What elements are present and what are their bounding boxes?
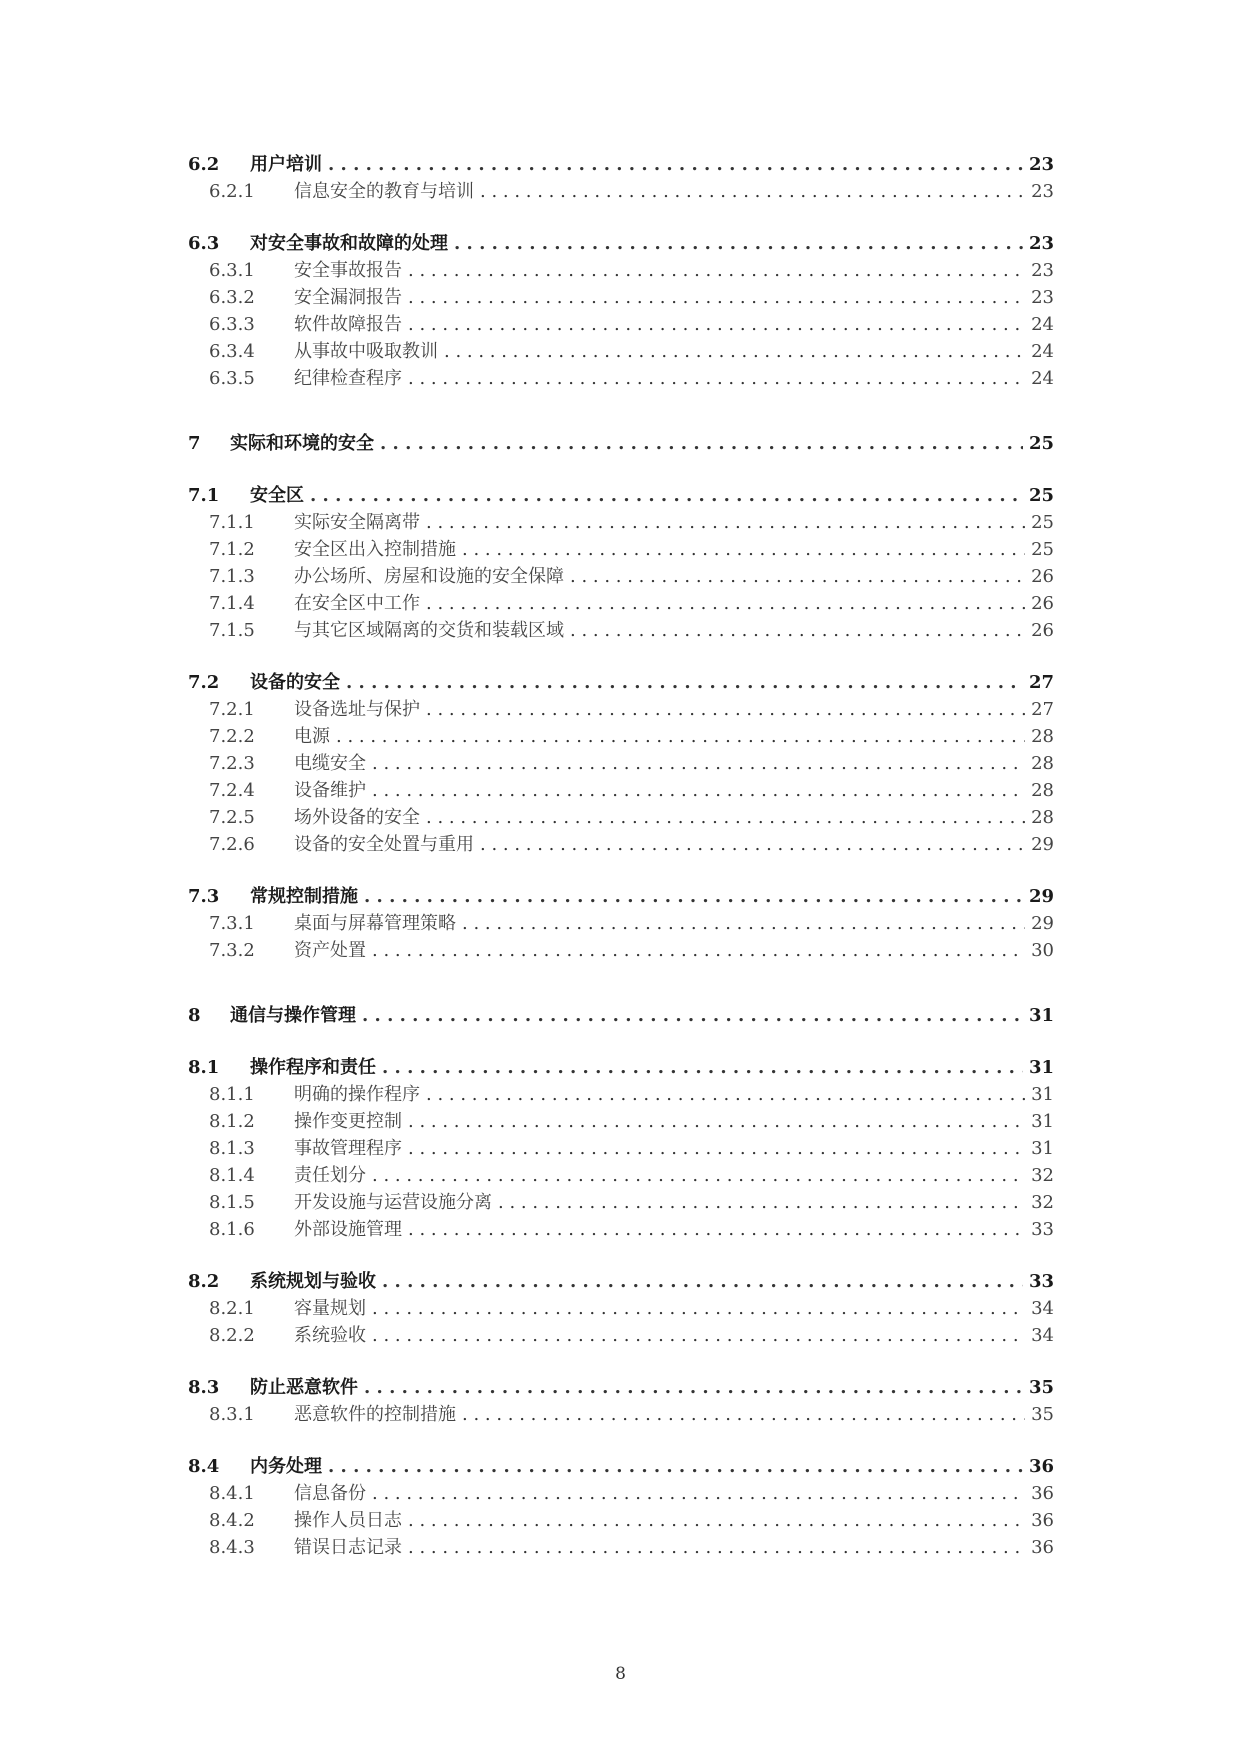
toc-entry-page: 23 (1028, 154, 1054, 175)
toc-leader-dots (382, 1268, 1023, 1295)
toc-leader-dots (426, 696, 1025, 723)
toc-entry-6-2[interactable] (188, 151, 1054, 178)
toc-leader-dots (310, 482, 1023, 509)
toc-leader-dots (462, 536, 1025, 563)
toc-entry-title: 纪律检查程序 (294, 368, 402, 389)
toc-entry-title: 开发设施与运营设施分离 (294, 1192, 492, 1213)
toc-leader-dots (454, 230, 1023, 257)
toc-entry-page: 25 (1028, 485, 1054, 506)
toc-leader-dots (408, 1534, 1025, 1561)
page-number: 8 (615, 1664, 626, 1684)
toc-entry-page: 34 (1031, 1298, 1054, 1319)
toc-entry-7-2-1[interactable] (188, 696, 1054, 723)
toc-entry-page: 36 (1028, 1456, 1054, 1477)
toc-entry-number: 8.1 (188, 1057, 220, 1078)
toc-entry-number: 8.1.1 (209, 1084, 255, 1105)
toc-entry-title: 设备维护 (294, 780, 366, 801)
toc-entry-title: 系统规划与验收 (250, 1271, 376, 1292)
toc-entry-page: 31 (1031, 1138, 1054, 1159)
toc-entry-title: 事故管理程序 (294, 1138, 402, 1159)
toc-leader-dots (426, 804, 1025, 831)
toc-entry-8-1[interactable] (188, 1054, 1054, 1081)
toc-leader-dots (408, 284, 1025, 311)
toc-entry-8-3-1[interactable] (188, 1401, 1054, 1428)
toc-entry-page: 26 (1031, 566, 1054, 587)
toc-leader-dots (408, 1507, 1025, 1534)
toc-entry-number: 8.4.3 (209, 1537, 255, 1558)
toc-entry-title: 设备的安全处置与重用 (294, 834, 474, 855)
toc-entry-title: 安全漏洞报告 (294, 287, 402, 308)
toc-entry-6-3-5[interactable] (188, 365, 1054, 392)
toc-entry-title: 安全事故报告 (294, 260, 402, 281)
toc-entry-title: 操作人员日志 (294, 1510, 402, 1531)
toc-leader-dots (372, 1295, 1025, 1322)
toc-entry-title: 从事故中吸取教训 (294, 341, 438, 362)
toc-entry-8-3[interactable] (188, 1374, 1054, 1401)
toc-entry-number: 6.3 (188, 233, 220, 254)
toc-entry-7-3-1[interactable] (188, 910, 1054, 937)
toc-entry-number: 7.1 (188, 485, 220, 506)
toc-entry-number: 8.4.1 (209, 1483, 255, 1504)
toc-entry-7-2-4[interactable] (188, 777, 1054, 804)
toc-leader-dots (372, 1322, 1025, 1349)
toc-entry-page: 31 (1031, 1084, 1054, 1105)
toc-entry-title: 错误日志记录 (294, 1537, 402, 1558)
toc-entry-page: 23 (1031, 287, 1054, 308)
toc-entry-number: 6.3.3 (209, 314, 255, 335)
toc-entry-page: 29 (1031, 913, 1054, 934)
toc-entry-number: 8.2.2 (209, 1325, 255, 1346)
toc-entry-7-2-5[interactable] (188, 804, 1054, 831)
toc-entry-number: 7.1.4 (209, 593, 255, 614)
toc-entry-title: 实际安全隔离带 (294, 512, 420, 533)
toc-entry-8-4-3[interactable] (188, 1534, 1054, 1561)
toc-entry-7-2[interactable] (188, 669, 1054, 696)
toc-entry-page: 36 (1031, 1537, 1054, 1558)
toc-entry-number: 8.3 (188, 1377, 220, 1398)
toc-entry-6-3-3[interactable] (188, 311, 1054, 338)
toc-leader-dots (426, 1081, 1025, 1108)
toc-entry-page: 33 (1028, 1271, 1054, 1292)
toc-entry-page: 28 (1031, 780, 1054, 801)
toc-entry-page: 26 (1031, 620, 1054, 641)
toc-leader-dots (328, 1453, 1023, 1480)
toc-entry-number: 6.2.1 (209, 181, 255, 202)
toc-entry-8-1-3[interactable] (188, 1135, 1054, 1162)
toc-entry-page: 32 (1031, 1192, 1054, 1213)
toc-entry-title: 设备的安全 (250, 672, 340, 693)
toc-leader-dots (364, 883, 1023, 910)
toc-leader-dots (346, 669, 1023, 696)
toc-entry-number: 7.2.2 (209, 726, 255, 747)
toc-entry-title: 操作程序和责任 (250, 1057, 376, 1078)
toc-entry-page: 28 (1031, 726, 1054, 747)
toc-spacer (188, 1029, 1054, 1054)
toc-spacer (188, 1428, 1054, 1453)
toc-leader-dots (444, 338, 1025, 365)
toc-entry-7-2-2[interactable] (188, 723, 1054, 750)
toc-entry-number: 8.1.2 (209, 1111, 255, 1132)
toc-entry-page: 24 (1031, 368, 1054, 389)
toc-spacer (188, 205, 1054, 230)
toc-entry-title: 容量规划 (294, 1298, 366, 1319)
toc-leader-dots (480, 831, 1025, 858)
toc-entry-8-2-1[interactable] (188, 1295, 1054, 1322)
toc-entry-title: 责任划分 (294, 1165, 366, 1186)
toc-entry-number: 8.2 (188, 1271, 220, 1292)
toc-entry-8[interactable] (188, 1002, 1054, 1029)
toc-entry-6-3[interactable] (188, 230, 1054, 257)
toc-entry-page: 27 (1028, 672, 1054, 693)
toc-entry-title: 外部设施管理 (294, 1219, 402, 1240)
toc-entry-number: 8.2.1 (209, 1298, 255, 1319)
toc-entry-page: 29 (1028, 886, 1054, 907)
toc-entry-title: 明确的操作程序 (294, 1084, 420, 1105)
toc-entry-page: 25 (1031, 539, 1054, 560)
toc-entry-page: 24 (1031, 341, 1054, 362)
toc-spacer (188, 1349, 1054, 1374)
toc-entry-number: 7.3.2 (209, 940, 255, 961)
toc-leader-dots (336, 723, 1025, 750)
toc-entry-title: 软件故障报告 (294, 314, 402, 335)
toc-entry-number: 7.2 (188, 672, 220, 693)
toc-entry-title: 常规控制措施 (250, 886, 358, 907)
toc-entry-page: 31 (1031, 1111, 1054, 1132)
toc-entry-page: 23 (1031, 260, 1054, 281)
toc-entry-number: 8.4.2 (209, 1510, 255, 1531)
toc-leader-dots (408, 365, 1025, 392)
toc-entry-8-1-4[interactable] (188, 1162, 1054, 1189)
toc-leader-dots (462, 1401, 1025, 1428)
toc-spacer (188, 644, 1054, 669)
toc-entry-page: 31 (1028, 1057, 1054, 1078)
toc-entry-8-1-1[interactable] (188, 1081, 1054, 1108)
toc-entry-7-2-3[interactable] (188, 750, 1054, 777)
toc-entry-number: 6.2 (188, 154, 220, 175)
toc-spacer (188, 457, 1054, 482)
toc-entry-number: 6.3.2 (209, 287, 255, 308)
toc-leader-dots (372, 937, 1025, 964)
toc-entry-title: 实际和环境的安全 (230, 433, 374, 454)
toc-entry-number: 6.3.4 (209, 341, 255, 362)
toc-entry-page: 32 (1031, 1165, 1054, 1186)
toc-entry-title: 系统验收 (294, 1325, 366, 1346)
toc-leader-dots (426, 509, 1025, 536)
toc-leader-dots (408, 257, 1025, 284)
toc-entry-title: 操作变更控制 (294, 1111, 402, 1132)
toc-leader-dots (408, 1135, 1025, 1162)
toc-entry-title: 恶意软件的控制措施 (294, 1404, 456, 1425)
toc-entry-title: 对安全事故和故障的处理 (250, 233, 448, 254)
table-of-contents (188, 151, 1054, 1561)
toc-leader-dots (380, 430, 1023, 457)
toc-entry-7-3-2[interactable] (188, 937, 1054, 964)
toc-entry-7-1-2[interactable] (188, 536, 1054, 563)
toc-entry-page: 31 (1028, 1005, 1054, 1026)
toc-leader-dots (480, 178, 1025, 205)
toc-entry-number: 8.4 (188, 1456, 220, 1477)
toc-entry-number: 7.3 (188, 886, 220, 907)
toc-entry-number: 7.3.1 (209, 913, 255, 934)
toc-entry-7-1-3[interactable] (188, 563, 1054, 590)
toc-entry-title: 用户培训 (250, 154, 322, 175)
toc-leader-dots (570, 617, 1025, 644)
toc-entry-title: 电源 (294, 726, 330, 747)
toc-entry-number: 8.3.1 (209, 1404, 255, 1425)
toc-entry-title: 资产处置 (294, 940, 366, 961)
toc-entry-7[interactable] (188, 430, 1054, 457)
toc-entry-page: 23 (1028, 233, 1054, 254)
toc-entry-number: 7.1.2 (209, 539, 255, 560)
toc-entry-number: 7.2.1 (209, 699, 255, 720)
toc-leader-dots (362, 1002, 1023, 1029)
toc-entry-number: 8.1.6 (209, 1219, 255, 1240)
toc-entry-title: 设备选址与保护 (294, 699, 420, 720)
toc-entry-8-4-2[interactable] (188, 1507, 1054, 1534)
toc-spacer (188, 964, 1054, 1002)
toc-spacer (188, 392, 1054, 430)
toc-entry-title: 内务处理 (250, 1456, 322, 1477)
toc-entry-number: 7.2.5 (209, 807, 255, 828)
toc-entry-title: 防止恶意软件 (250, 1377, 358, 1398)
toc-leader-dots (382, 1054, 1023, 1081)
toc-entry-title: 在安全区中工作 (294, 593, 420, 614)
toc-entry-6-3-2[interactable] (188, 284, 1054, 311)
toc-entry-8-1-2[interactable] (188, 1108, 1054, 1135)
toc-entry-title: 场外设备的安全 (294, 807, 420, 828)
toc-entry-page: 30 (1031, 940, 1054, 961)
toc-entry-6-2-1[interactable] (188, 178, 1054, 205)
toc-entry-number: 7 (188, 433, 201, 454)
toc-leader-dots (462, 910, 1025, 937)
toc-entry-7-1-1[interactable] (188, 509, 1054, 536)
toc-entry-page: 24 (1031, 314, 1054, 335)
toc-leader-dots (364, 1374, 1023, 1401)
toc-entry-number: 8.1.5 (209, 1192, 255, 1213)
toc-entry-title: 信息备份 (294, 1483, 366, 1504)
toc-entry-page: 34 (1031, 1325, 1054, 1346)
toc-leader-dots (372, 1162, 1025, 1189)
toc-entry-number: 7.1.3 (209, 566, 255, 587)
toc-leader-dots (426, 590, 1025, 617)
toc-entry-8-2-2[interactable] (188, 1322, 1054, 1349)
toc-leader-dots (372, 777, 1025, 804)
toc-leader-dots (570, 563, 1025, 590)
toc-entry-page: 25 (1028, 433, 1054, 454)
toc-entry-title: 通信与操作管理 (230, 1005, 356, 1026)
toc-entry-page: 28 (1031, 753, 1054, 774)
toc-entry-7-1-5[interactable] (188, 617, 1054, 644)
toc-entry-page: 35 (1031, 1404, 1054, 1425)
toc-entry-page: 36 (1031, 1510, 1054, 1531)
toc-entry-8-1-6[interactable] (188, 1216, 1054, 1243)
toc-entry-title: 桌面与屏幕管理策略 (294, 913, 456, 934)
toc-entry-7-2-6[interactable] (188, 831, 1054, 858)
toc-entry-page: 27 (1031, 699, 1054, 720)
toc-entry-page: 29 (1031, 834, 1054, 855)
toc-entry-page: 35 (1028, 1377, 1054, 1398)
toc-entry-8-2[interactable] (188, 1268, 1054, 1295)
toc-entry-number: 8.1.4 (209, 1165, 255, 1186)
toc-entry-number: 8.1.3 (209, 1138, 255, 1159)
toc-spacer (188, 1243, 1054, 1268)
toc-entry-number: 8 (188, 1005, 201, 1026)
toc-entry-number: 7.2.3 (209, 753, 255, 774)
toc-entry-page: 25 (1031, 512, 1054, 533)
toc-leader-dots (408, 1108, 1025, 1135)
toc-entry-title: 与其它区域隔离的交货和装载区域 (294, 620, 564, 641)
toc-entry-number: 7.1.1 (209, 512, 255, 533)
toc-entry-title: 办公场所、房屋和设施的安全保障 (294, 566, 564, 587)
toc-leader-dots (498, 1189, 1025, 1216)
toc-entry-8-4[interactable] (188, 1453, 1054, 1480)
toc-entry-6-3-4[interactable] (188, 338, 1054, 365)
toc-entry-8-4-1[interactable] (188, 1480, 1054, 1507)
toc-entry-8-1-5[interactable] (188, 1189, 1054, 1216)
toc-entry-page: 36 (1031, 1483, 1054, 1504)
toc-entry-page: 26 (1031, 593, 1054, 614)
toc-leader-dots (408, 1216, 1025, 1243)
toc-entry-6-3-1[interactable] (188, 257, 1054, 284)
toc-entry-number: 7.2.6 (209, 834, 255, 855)
toc-entry-title: 电缆安全 (294, 753, 366, 774)
toc-entry-title: 信息安全的教育与培训 (294, 181, 474, 202)
toc-entry-7-3[interactable] (188, 883, 1054, 910)
toc-entry-7-1[interactable] (188, 482, 1054, 509)
toc-entry-number: 6.3.1 (209, 260, 255, 281)
toc-entry-title: 安全区出入控制措施 (294, 539, 456, 560)
toc-entry-number: 7.1.5 (209, 620, 255, 641)
toc-spacer (188, 858, 1054, 883)
toc-leader-dots (408, 311, 1025, 338)
toc-entry-number: 7.2.4 (209, 780, 255, 801)
toc-entry-page: 33 (1031, 1219, 1054, 1240)
toc-leader-dots (372, 1480, 1025, 1507)
toc-entry-page: 28 (1031, 807, 1054, 828)
toc-leader-dots (372, 750, 1025, 777)
toc-leader-dots (328, 151, 1023, 178)
toc-entry-number: 6.3.5 (209, 368, 255, 389)
toc-entry-7-1-4[interactable] (188, 590, 1054, 617)
toc-entry-title: 安全区 (250, 485, 304, 506)
toc-entry-page: 23 (1031, 181, 1054, 202)
